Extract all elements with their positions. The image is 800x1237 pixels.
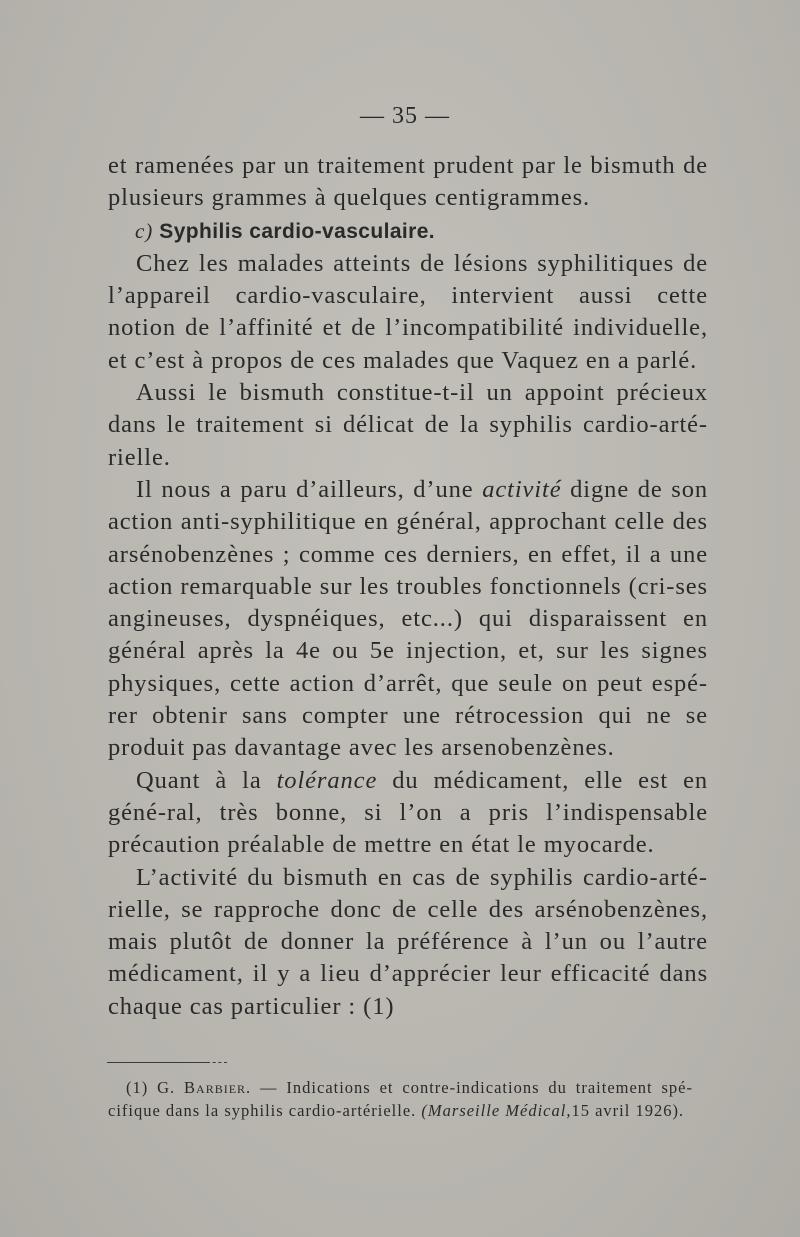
- paragraph-4-start: Quant à la: [136, 766, 262, 794]
- page-number: — 35 —: [360, 103, 450, 129]
- footnote: [108, 1076, 693, 1122]
- footnote-author: G. Barbier.: [157, 1078, 252, 1097]
- footnote-journal: (Marseille Médical,: [421, 1101, 572, 1120]
- paragraph-2: Aussi le bismuth constitue-t-il un appoint précieux dans le traitement si délicat de la syphilis cardio-arté-rielle.: [108, 379, 708, 471]
- paragraph-4-end: du médicament, elle est en géné-ral, très bonne, si l’on a pris l’indispensable précaution préalable de mettre en état le myocarde.: [108, 766, 708, 859]
- paragraph-5: L’activité du bismuth en cas de syphilis cardio-arté-rielle, se rapproche donc de celle des arsénobenzènes, mais plutôt de donner la préférence à l’un ou l’autre médicament, il y a lieu d’apprécier leur efficacité dans chaque cas particulier : (1): [108, 863, 708, 1020]
- footnote-body: — Indications et contre-indications du traitement spé-cifique dans la syphilis cardio-artérielle.: [108, 1078, 693, 1120]
- paragraph-1: Chez les malades atteints de lésions syphilitiques de l’appareil cardio-vasculaire, intervient aussi cette notion de l’affinité et de l’incompatibilité individuelle, et c’est à propos de ces malades que Vaquez en a parlé.: [108, 249, 708, 374]
- paragraph-3: [108, 474, 708, 765]
- footnote-marker: (1): [126, 1078, 149, 1097]
- footnote-separator-dash: [207, 1062, 227, 1063]
- footnote-separator: [107, 1062, 207, 1063]
- paragraph-3-start: Il nous a paru d’ailleurs, d’une: [136, 475, 474, 503]
- continued-paragraph: et ramenées par un traitement prudent par le bismuth de plusieurs grammes à quelques centigrammes.: [108, 152, 708, 212]
- section-title: Syphilis cardio-vasculaire.: [159, 219, 436, 243]
- paragraph-3-emphasis: activité: [482, 475, 562, 503]
- footnote-date: 15 avril 1926).: [571, 1101, 685, 1120]
- section-letter: c): [135, 218, 154, 243]
- paragraph-3-end: digne de son action anti-syphilitique en général, approchant celle des arsénobenzènes ; comme ces derniers, en effet, il a une action remarquable sur les troubles fonctionnels (cri-ses angineuses, dyspnéiques, etc...) qui disparaissent en général après la 4e ou 5e injection, et, sur les signes physiques, cette action d’arrêt, que seule on peut espé-rer obtenir sans compter une rétrocession qui ne se produit pas davantage avec les arsenobenzènes.: [108, 475, 709, 762]
- paragraph-4: [108, 765, 708, 862]
- footnote-text: [108, 1076, 693, 1122]
- section-heading: [108, 215, 708, 248]
- body-text: [108, 150, 708, 1023]
- paragraph-4-emphasis: tolérance: [276, 766, 378, 794]
